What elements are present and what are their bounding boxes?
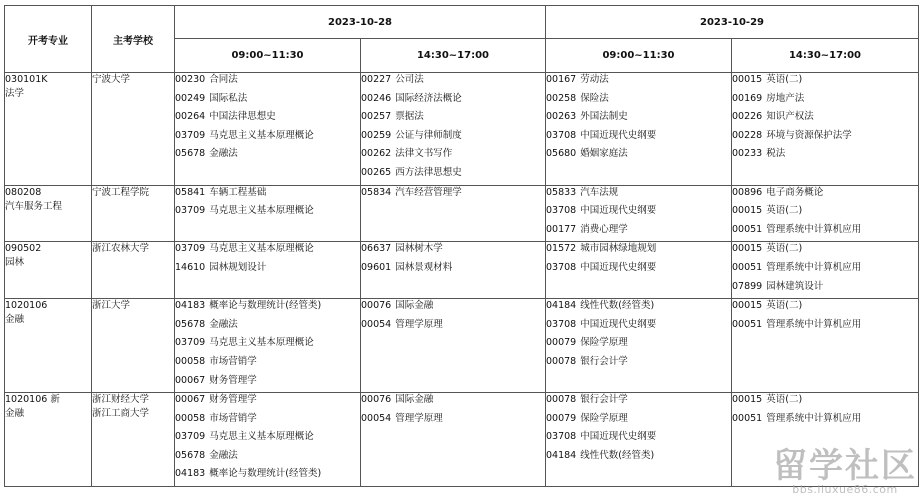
exam-slot-cell: [361, 299, 546, 393]
course-code: 00259: [361, 129, 392, 141]
school-name: 浙江大学: [92, 300, 131, 312]
course-code: 00058: [175, 412, 206, 424]
course-code: 00177: [546, 223, 577, 235]
course-code: 00896: [732, 186, 763, 198]
course-item: [175, 299, 360, 313]
header-time-2: 14:30~17:00: [361, 39, 546, 73]
course-item: [546, 430, 731, 444]
header-time-3: 09:00~11:30: [546, 39, 732, 73]
course-code: 07899: [732, 280, 763, 292]
major-name: 金融: [5, 314, 25, 326]
course-name: 合同法: [209, 74, 238, 85]
course-code: 00258: [546, 92, 577, 104]
course-name: 管理系统中计算机应用: [766, 318, 862, 330]
course-item: [546, 204, 731, 218]
course-code: 00257: [361, 111, 392, 123]
course-item: [175, 449, 360, 463]
course-item: [175, 355, 360, 369]
course-item: [175, 186, 360, 200]
course-item: [732, 318, 918, 332]
course-name: 婚姻家庭法: [580, 148, 628, 160]
course-name: 汽车经营管理学: [395, 186, 462, 198]
course-item: [361, 166, 545, 180]
course-item: [175, 318, 360, 332]
course-code: 00076: [361, 300, 392, 312]
table-row: [5, 185, 919, 242]
course-item: [175, 261, 360, 275]
course-name: 园林建筑设计: [766, 280, 824, 292]
exam-slot-cell: [546, 185, 732, 242]
course-code: 05678: [175, 148, 206, 160]
course-item: [175, 147, 360, 161]
course-item: [732, 261, 918, 275]
course-item: [732, 110, 918, 124]
course-code: 00078: [546, 355, 577, 367]
course-item: [546, 318, 731, 332]
course-code: 06637: [361, 243, 392, 255]
course-name: 国际金融: [395, 300, 434, 312]
course-item: [175, 73, 360, 87]
exam-slot-cell: [546, 73, 732, 186]
course-code: 03709: [175, 129, 206, 141]
header-major: 开考专业: [5, 6, 92, 73]
course-code: 03709: [175, 337, 206, 349]
course-code: 00227: [361, 74, 392, 85]
course-code: 00079: [546, 412, 577, 424]
course-name: 法律文书写作: [395, 148, 453, 160]
major-code: 1020106: [5, 300, 48, 312]
course-code: 14610: [175, 261, 206, 273]
major-code: 090502: [5, 243, 42, 255]
course-name: 消费心理学: [580, 223, 628, 235]
course-item: [546, 110, 731, 124]
course-item: [361, 412, 545, 426]
table-row: [5, 299, 919, 393]
course-code: 00078: [546, 394, 577, 406]
major-cell: [5, 299, 92, 393]
exam-slot-cell: [732, 185, 919, 242]
course-name: 银行会计学: [580, 355, 628, 367]
course-code: 00051: [732, 223, 763, 235]
course-item: [546, 147, 731, 161]
course-item: [732, 299, 918, 313]
course-code: 00262: [361, 148, 392, 160]
exam-slot-cell: [175, 393, 361, 487]
course-code: 00265: [361, 166, 392, 178]
course-name: 英语(二): [766, 300, 803, 312]
major-name: 金融: [5, 408, 25, 420]
course-name: 马克思主义基本原理概论: [209, 337, 314, 349]
school-name: 浙江工商大学: [92, 408, 150, 420]
course-code: 00051: [732, 412, 763, 424]
watermark: [773, 448, 917, 496]
course-name: 中国近现代史纲要: [580, 205, 657, 217]
course-code: 00054: [361, 318, 392, 330]
exam-slot-cell: [175, 185, 361, 242]
course-item: [361, 186, 545, 200]
course-name: 银行会计学: [580, 394, 628, 406]
course-code: 04184: [546, 449, 577, 461]
course-name: 市场营销学: [209, 355, 257, 367]
course-item: [546, 449, 731, 463]
course-code: 05833: [546, 186, 577, 198]
course-item: [361, 242, 545, 256]
course-code: 00167: [546, 74, 577, 85]
school-cell: [92, 242, 175, 299]
course-name: 房地产法: [766, 92, 805, 104]
course-item: [361, 299, 545, 313]
course-code: 03708: [546, 261, 577, 273]
course-item: [361, 129, 545, 143]
course-name: 保险法: [580, 92, 609, 104]
course-item: [361, 318, 545, 332]
course-item: [732, 223, 918, 237]
course-name: 环境与资源保护法学: [766, 129, 852, 141]
school-cell: [92, 393, 175, 487]
course-item: [546, 73, 731, 87]
course-name: 金融法: [209, 449, 238, 461]
header-date-1: 2023-10-28: [175, 6, 546, 39]
course-name: 外国法制史: [580, 111, 628, 123]
course-item: [175, 336, 360, 350]
exam-slot-cell: [361, 393, 546, 487]
course-name: 英语(二): [766, 243, 803, 255]
course-name: 园林规划设计: [209, 261, 267, 273]
major-cell: [5, 73, 92, 186]
course-name: 概率论与数理统计(经管类): [209, 300, 322, 312]
exam-slot-cell: [546, 299, 732, 393]
course-item: [546, 412, 731, 426]
course-name: 市场营销学: [209, 412, 257, 424]
major-cell: [5, 393, 92, 487]
course-name: 汽车法规: [580, 186, 619, 198]
major-code: 1020106 新: [5, 394, 60, 406]
course-item: [546, 336, 731, 350]
course-item: [175, 374, 360, 388]
course-name: 票据法: [395, 111, 424, 123]
course-item: [546, 223, 731, 237]
course-name: 税法: [766, 148, 786, 160]
course-name: 中国法律思想史: [209, 111, 276, 123]
course-item: [732, 92, 918, 106]
course-name: 劳动法: [580, 74, 609, 85]
course-name: 保险学原理: [580, 412, 628, 424]
course-item: [361, 73, 545, 87]
course-name: 英语(二): [766, 394, 803, 406]
exam-slot-cell: [361, 242, 546, 299]
course-item: [546, 92, 731, 106]
course-item: [175, 92, 360, 106]
course-code: 00263: [546, 111, 577, 123]
course-name: 管理系统中计算机应用: [766, 223, 862, 235]
course-item: [546, 299, 731, 313]
course-item: [546, 242, 731, 256]
major-cell: [5, 185, 92, 242]
table-row: [5, 73, 919, 186]
exam-slot-cell: [546, 393, 732, 487]
course-name: 线性代数(经管类): [580, 449, 655, 461]
major-name: 汽车服务工程: [5, 200, 63, 212]
exam-slot-cell: [361, 185, 546, 242]
course-name: 园林景观材料: [395, 261, 453, 273]
course-code: 04183: [175, 468, 206, 480]
course-name: 西方法律思想史: [395, 166, 462, 178]
course-code: 00054: [361, 412, 392, 424]
school-cell: [92, 185, 175, 242]
course-name: 马克思主义基本原理概论: [209, 205, 314, 217]
course-name: 电子商务概论: [766, 186, 824, 198]
course-item: [175, 110, 360, 124]
course-item: [732, 412, 918, 426]
course-code: 00264: [175, 111, 206, 123]
course-item: [732, 73, 918, 87]
watermark-logo-text: 留学社区: [773, 446, 917, 486]
course-item: [732, 280, 918, 294]
watermark-url: bbs.liuxue86.com: [792, 483, 898, 496]
course-name: 国际私法: [209, 92, 248, 104]
major-code: 080208: [5, 186, 42, 198]
course-name: 概率论与数理统计(经管类): [209, 468, 322, 480]
course-code: 03709: [175, 243, 206, 255]
course-code: 00230: [175, 74, 206, 85]
exam-slot-cell: [361, 73, 546, 186]
major-name: 法学: [5, 88, 25, 99]
course-code: 00079: [546, 337, 577, 349]
school-cell: [92, 73, 175, 186]
course-name: 马克思主义基本原理概论: [209, 129, 314, 141]
course-name: 管理系统中计算机应用: [766, 261, 862, 273]
course-code: 00067: [175, 394, 206, 406]
course-code: 00051: [732, 318, 763, 330]
course-name: 国际金融: [395, 394, 434, 406]
course-code: 00051: [732, 261, 763, 273]
course-item: [546, 186, 731, 200]
header-school: 主考学校: [92, 6, 175, 73]
course-item: [732, 186, 918, 200]
course-item: [732, 393, 918, 407]
exam-schedule-table: [4, 5, 919, 487]
school-name: 宁波大学: [92, 74, 131, 85]
course-item: [361, 261, 545, 275]
course-name: 英语(二): [766, 205, 803, 217]
course-code: 00169: [732, 92, 763, 104]
course-name: 马克思主义基本原理概论: [209, 243, 314, 255]
header-date-2: 2023-10-29: [546, 6, 919, 39]
course-item: [361, 147, 545, 161]
course-name: 财务管理学: [209, 394, 257, 406]
course-item: [175, 242, 360, 256]
school-cell: [92, 299, 175, 393]
course-code: 03708: [546, 129, 577, 141]
course-item: [546, 261, 731, 275]
course-name: 公证与律师制度: [395, 129, 462, 141]
course-name: 保险学原理: [580, 337, 628, 349]
course-item: [361, 92, 545, 106]
course-code: 04183: [175, 300, 206, 312]
course-code: 00015: [732, 74, 763, 85]
course-name: 中国近现代史纲要: [580, 129, 657, 141]
course-item: [546, 129, 731, 143]
course-code: 03709: [175, 431, 206, 443]
exam-slot-cell: [175, 299, 361, 393]
course-code: 00226: [732, 111, 763, 123]
course-name: 财务管理学: [209, 374, 257, 386]
table-row: [5, 242, 919, 299]
course-code: 04184: [546, 300, 577, 312]
course-item: [361, 393, 545, 407]
course-item: [732, 129, 918, 143]
course-code: 09601: [361, 261, 392, 273]
course-name: 管理系统中计算机应用: [766, 412, 862, 424]
exam-slot-cell: [732, 299, 919, 393]
course-name: 金融法: [209, 318, 238, 330]
course-code: 05678: [175, 449, 206, 461]
course-code: 00015: [732, 243, 763, 255]
course-item: [175, 393, 360, 407]
course-item: [546, 393, 731, 407]
major-code: 030101K: [5, 74, 48, 85]
course-item: [361, 110, 545, 124]
course-item: [732, 242, 918, 256]
course-code: 00246: [361, 92, 392, 104]
course-item: [546, 355, 731, 369]
course-item: [175, 204, 360, 218]
exam-slot-cell: [175, 242, 361, 299]
course-name: 金融法: [209, 148, 238, 160]
course-name: 中国近现代史纲要: [580, 431, 657, 443]
exam-slot-cell: [732, 73, 919, 186]
course-code: 05834: [361, 186, 392, 198]
course-name: 英语(二): [766, 74, 803, 85]
course-code: 00249: [175, 92, 206, 104]
school-name: 浙江财经大学: [92, 394, 150, 406]
course-code: 00015: [732, 394, 763, 406]
course-item: [732, 204, 918, 218]
course-name: 线性代数(经管类): [580, 300, 655, 312]
course-name: 管理学原理: [395, 318, 443, 330]
course-name: 知识产权法: [766, 111, 814, 123]
course-code: 05680: [546, 148, 577, 160]
course-code: 00228: [732, 129, 763, 141]
course-name: 车辆工程基础: [209, 186, 267, 198]
course-code: 00015: [732, 205, 763, 217]
header-time-1: 09:00~11:30: [175, 39, 361, 73]
course-item: [732, 147, 918, 161]
course-name: 马克思主义基本原理概论: [209, 431, 314, 443]
course-code: 03708: [546, 205, 577, 217]
major-name: 园林: [5, 257, 25, 269]
course-item: [175, 430, 360, 444]
course-item: [175, 129, 360, 143]
course-name: 中国近现代史纲要: [580, 318, 657, 330]
school-name: 浙江农林大学: [92, 243, 150, 255]
course-code: 00233: [732, 148, 763, 160]
course-item: [175, 412, 360, 426]
course-item: [175, 467, 360, 481]
course-code: 00076: [361, 394, 392, 406]
course-code: 00067: [175, 374, 206, 386]
course-code: 03709: [175, 205, 206, 217]
major-cell: [5, 242, 92, 299]
course-code: 05678: [175, 318, 206, 330]
course-name: 公司法: [395, 74, 424, 85]
course-code: 00015: [732, 300, 763, 312]
course-code: 03708: [546, 318, 577, 330]
course-name: 国际经济法概论: [395, 92, 462, 104]
course-name: 城市园林绿地规划: [580, 243, 657, 255]
course-name: 园林树木学: [395, 243, 443, 255]
course-name: 中国近现代史纲要: [580, 261, 657, 273]
exam-slot-cell: [732, 242, 919, 299]
exam-slot-cell: [546, 242, 732, 299]
header-time-4: 14:30~17:00: [732, 39, 919, 73]
course-code: 01572: [546, 243, 577, 255]
course-code: 03708: [546, 431, 577, 443]
exam-slot-cell: [175, 73, 361, 186]
school-name: 宁波工程学院: [92, 186, 150, 198]
course-code: 00058: [175, 355, 206, 367]
course-name: 管理学原理: [395, 412, 443, 424]
course-code: 05841: [175, 186, 206, 198]
